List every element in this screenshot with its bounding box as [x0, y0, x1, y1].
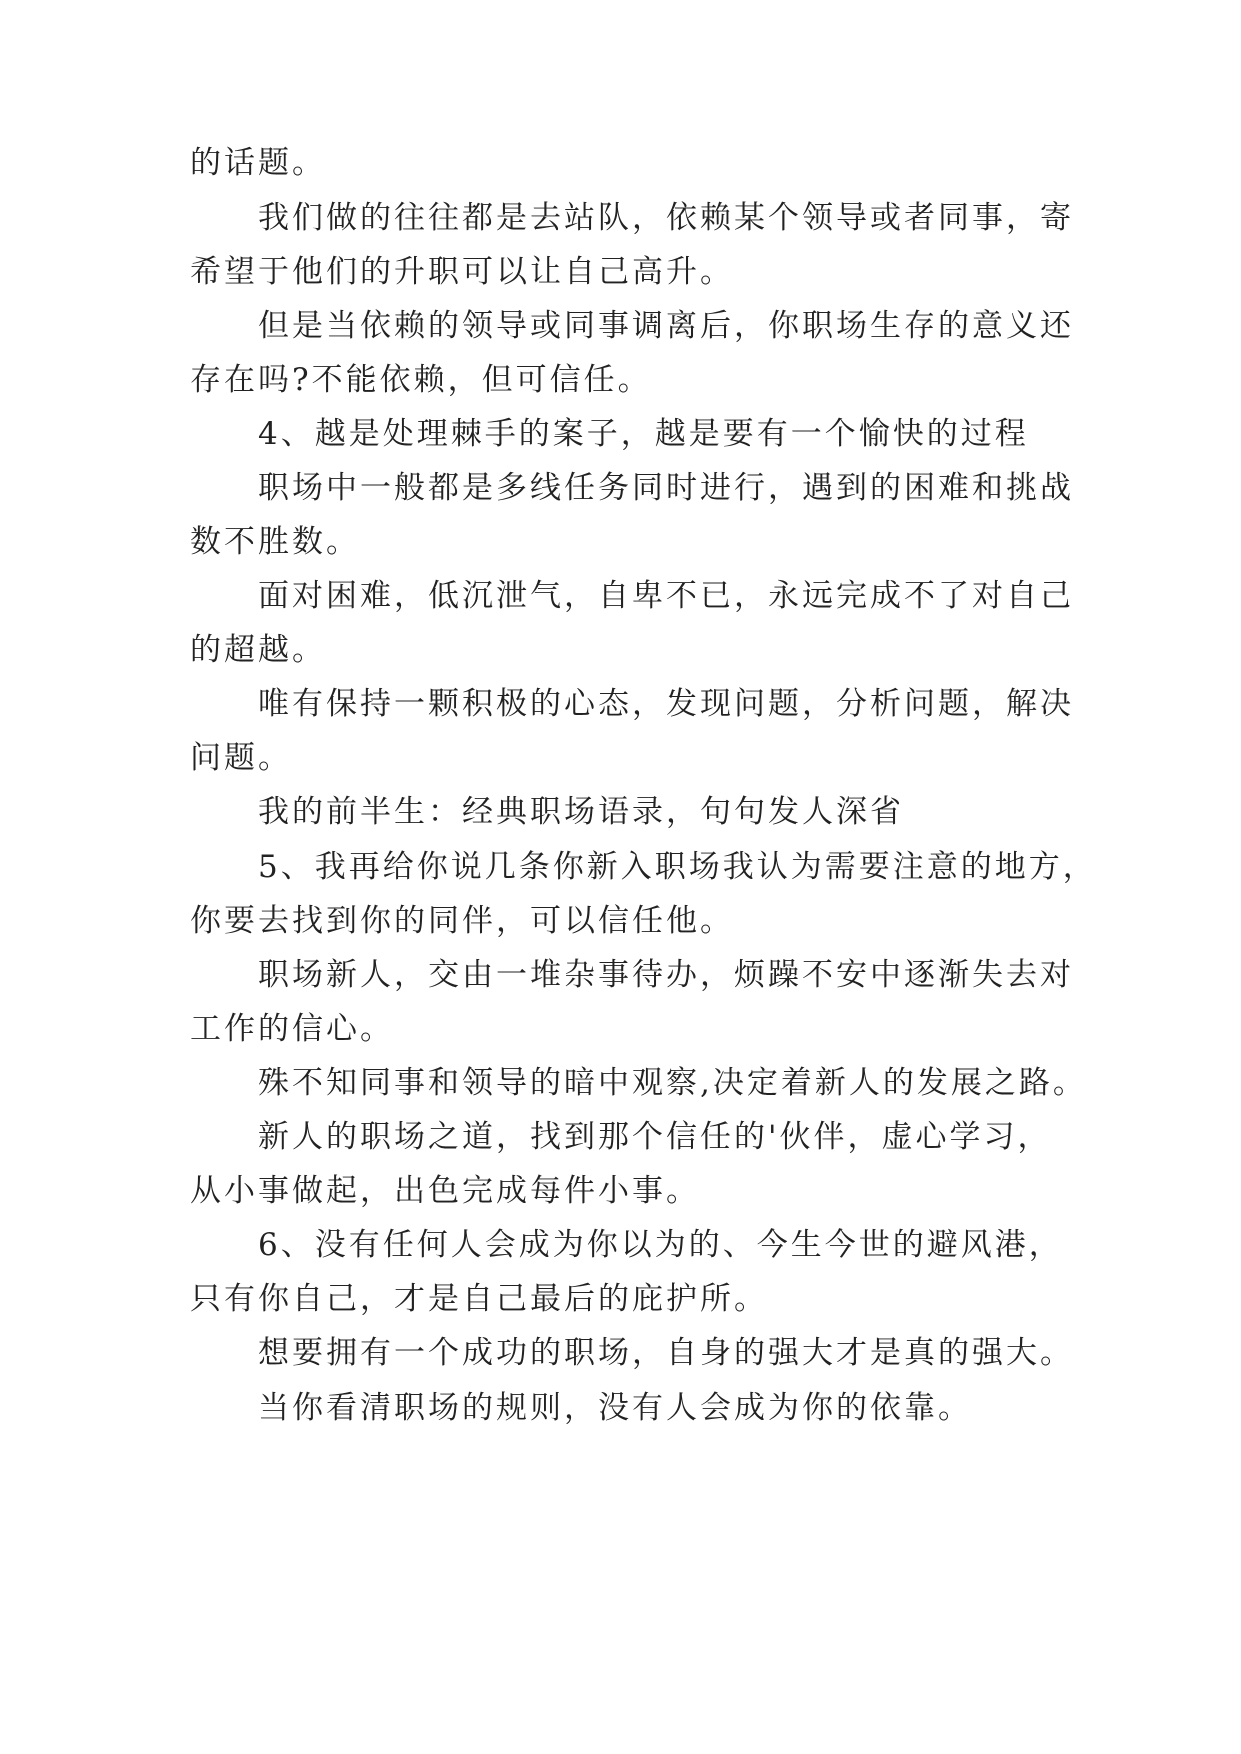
text-line: 我的前半生：经典职场语录，句句发人深省 — [258, 794, 904, 830]
text-line: 希望于他们的升职可以让自己高升。 — [190, 254, 734, 290]
text-line: 新人的职场之道，找到那个信任的'伙伴，虚心学习， — [258, 1119, 1052, 1155]
text-line: 问题。 — [190, 740, 292, 776]
text-line: 想要拥有一个成功的职场，自身的强大才是真的强大。 — [258, 1335, 1074, 1371]
text-line: 殊不知同事和领导的暗中观察,决定着新人的发展之路。 — [258, 1065, 1087, 1101]
text-line: 面对困难，低沉泄气，自卑不已，永远完成不了对自己 — [258, 578, 1074, 614]
text-line: 只有你自己，才是自己最后的庇护所。 — [190, 1281, 768, 1317]
text-line: 职场新人，交由一堆杂事待办，烦躁不安中逐渐失去对 — [258, 957, 1074, 993]
text-line: 职场中一般都是多线任务同时进行，遇到的困难和挑战 — [258, 470, 1074, 506]
document-page — [190, 0, 1097, 1754]
text-line: 数不胜数。 — [190, 524, 360, 560]
text-line: 存在吗?不能依赖，但可信任。 — [190, 362, 652, 398]
text-line: 当你看清职场的规则，没有人会成为你的依靠。 — [258, 1390, 972, 1426]
text-line: 你要去找到你的同伴，可以信任他。 — [190, 903, 734, 939]
text-line: 我们做的往往都是去站队，依赖某个领导或者同事，寄 — [258, 200, 1074, 236]
text-line: 从小事做起，出色完成每件小事。 — [190, 1173, 700, 1209]
text-line: 6、没有任何人会成为你以为的、今生今世的避风港， — [258, 1227, 1063, 1263]
text-line: 的超越。 — [190, 632, 326, 668]
text-line: 4、越是处理棘手的案子，越是要有一个愉快的过程 — [258, 416, 1029, 452]
text-line: 但是当依赖的领导或同事调离后，你职场生存的意义还 — [258, 308, 1074, 344]
text-line: 工作的信心。 — [190, 1011, 394, 1047]
text-line: 唯有保持一颗积极的心态，发现问题，分析问题，解决 — [258, 686, 1074, 722]
text-line: 5、我再给你说几条你新入职场我认为需要注意的地方， — [258, 849, 1097, 885]
text-line: 的话题。 — [190, 145, 326, 181]
